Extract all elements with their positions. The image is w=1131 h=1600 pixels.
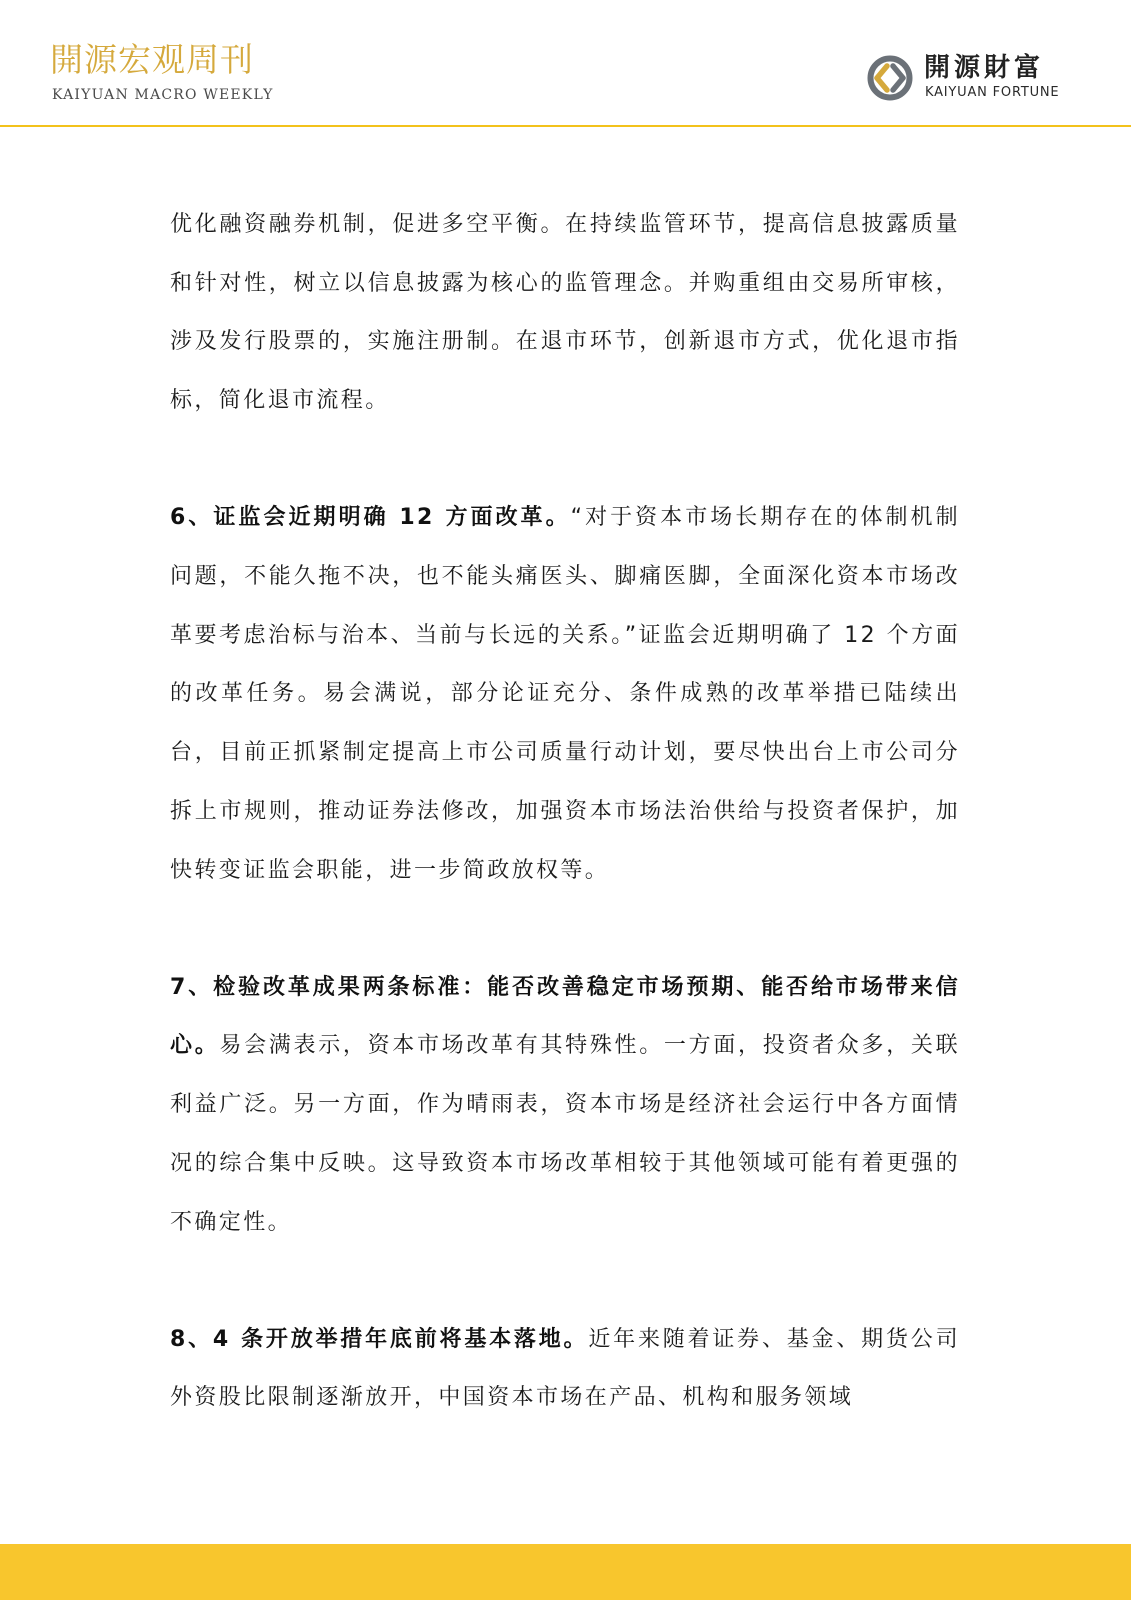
paragraph-8-heading: 8、4 条开放举措年底前将基本落地。 (170, 1326, 589, 1352)
brand-name-en: KAIYUAN FORTUNE (925, 85, 1060, 100)
article-body (170, 196, 960, 1428)
brand-name-cn: 開源財富 (924, 53, 1045, 83)
header-divider (0, 125, 1131, 127)
paragraph-7-heading: 7、检验改革成果两条标准：能否改善稳定市场预期、能否给市场带来信心。 (170, 974, 960, 1059)
paragraph-6-heading: 6、证监会近期明确 12 方面改革。 (170, 505, 571, 531)
footer-bar (0, 1544, 1131, 1600)
paragraph-6 (170, 489, 960, 900)
paragraph-7 (170, 959, 960, 1253)
kaiyuan-logo-icon (866, 54, 914, 102)
paragraph-6-text: “对于资本市场长期存在的体制机制问题，不能久拖不决，也不能头痛医头、脚痛医脚，全面深化资本市场改革要考虑治标与治本、当前与长远的关系。”证监会近期明确了 12 个方面的改革任务。易会满说，部分论证充分、条件成熟的改革举措已陆续出台，目前正抓紧制定提高上市公司质量行动计划，要尽快出台上市公司分拆上市规则，推动证券法修改，加强资本市场法治供给与投资者保护，加快转变证监会职能，进一步简政放权等。 (170, 505, 960, 883)
paragraph-1-text: 优化融资融券机制，促进多空平衡。在持续监管环节，提高信息披露质量和针对性，树立以信息披露为核心的监管理念。并购重组由交易所审核，涉及发行股票的，实施注册制。在退市环节，创新退市方式，优化退市指标，简化退市流程。 (170, 212, 960, 414)
paragraph-8-text: 近年来随着证券、基金、期货公司外资股比限制逐渐放开，中国资本市场在产品、机构和服务领域 (170, 1326, 960, 1411)
publication-subtitle: KAIYUAN MACRO WEEKLY (52, 87, 274, 103)
publication-title: 開源宏观周刊 (50, 40, 254, 79)
brand-logo (866, 52, 1086, 106)
paragraph-8 (170, 1311, 960, 1428)
paragraph-7-text: 易会满表示，资本市场改革有其特殊性。一方面，投资者众多，关联利益广泛。另一方面，作为晴雨表，资本市场是经济社会运行中各方面情况的综合集中反映。这导致资本市场改革相较于其他领域可能有着更强的不确定性。 (170, 1033, 960, 1235)
paragraph-1 (170, 196, 960, 431)
